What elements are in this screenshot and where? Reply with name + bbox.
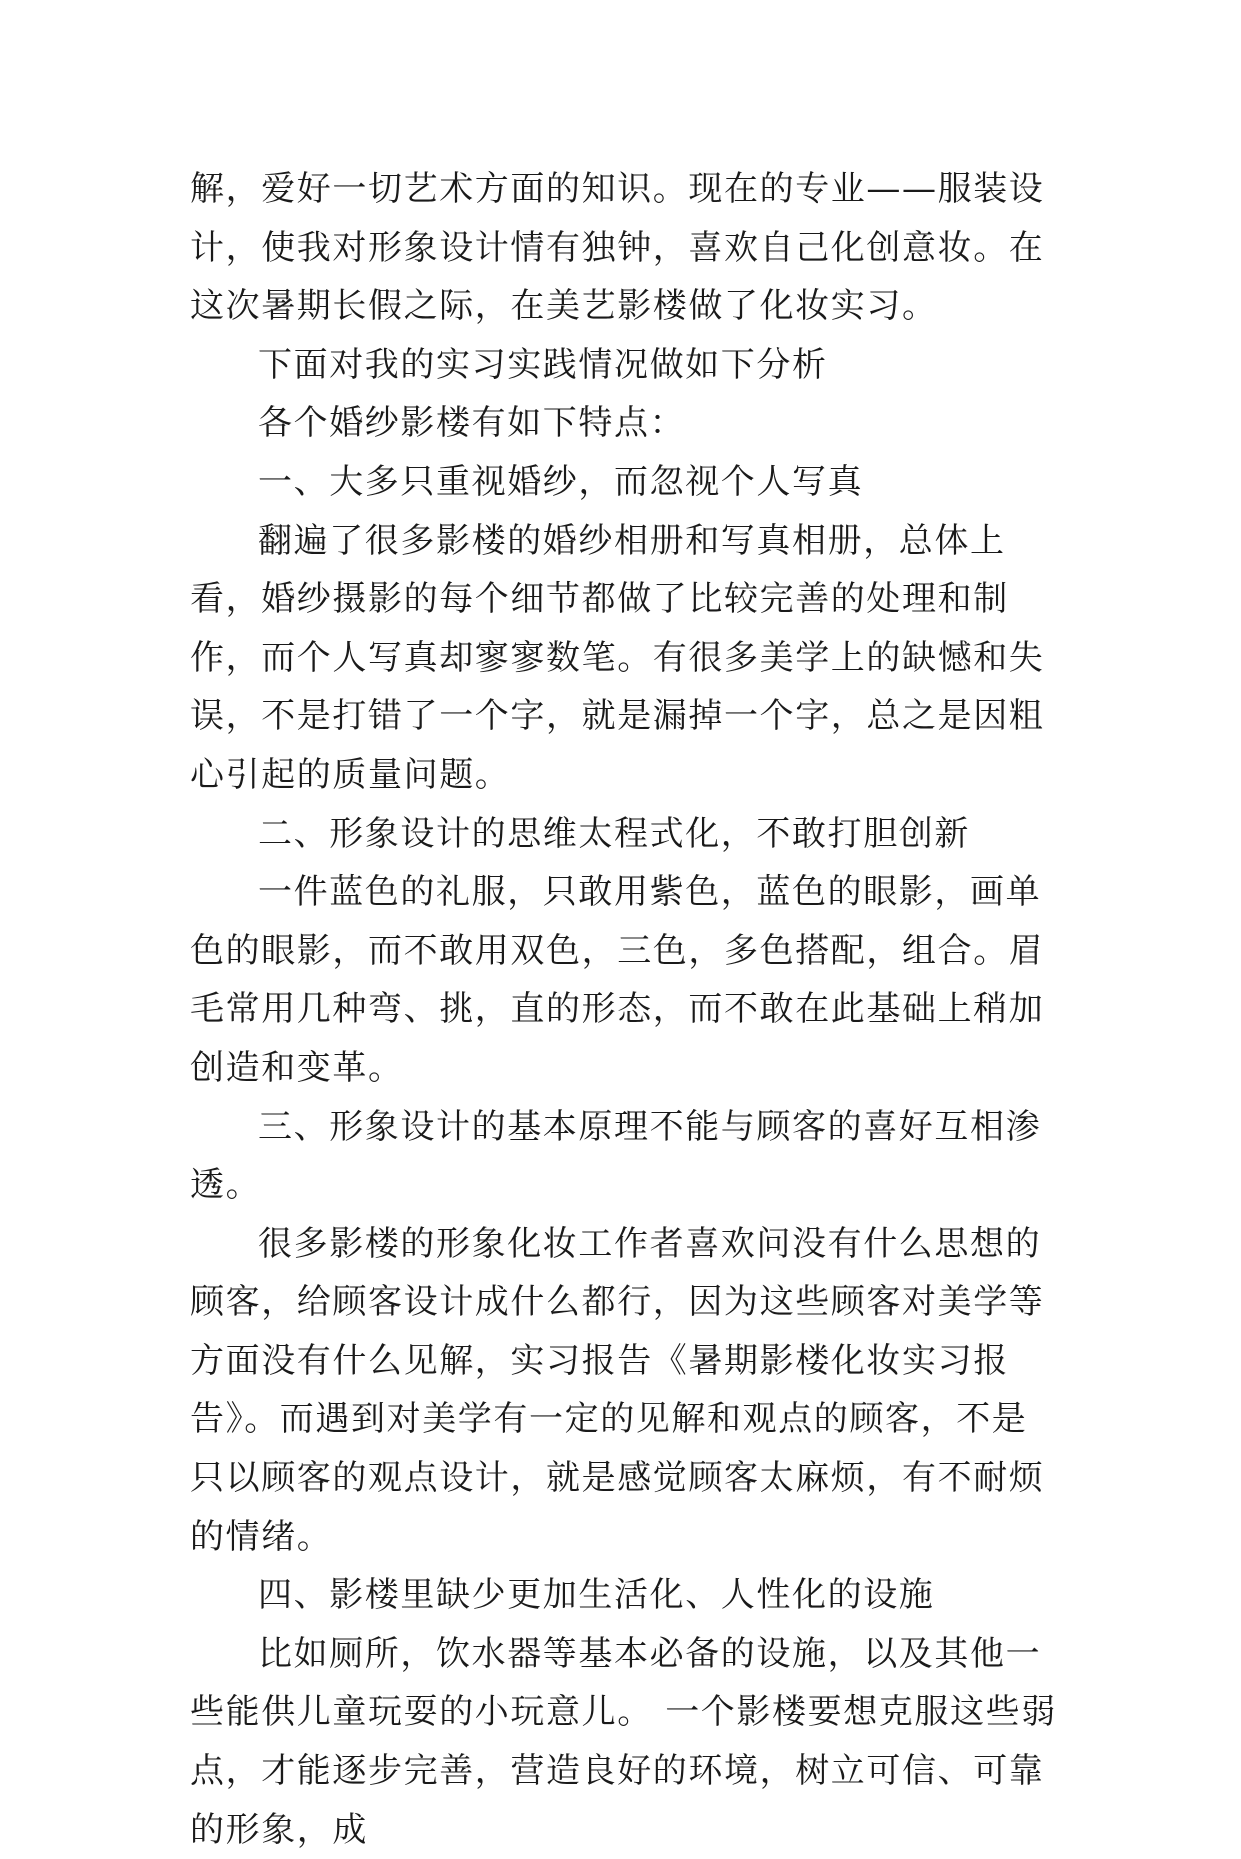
paragraph-4: 翻遍了很多影楼的婚纱相册和写真相册，总体上看，婚纱摄影的每个细节都做了比较完善的处理和制作，而个人写真却寥寥数笔。有很多美学上的缺憾和失误，不是打错了一个字，就是漏掉一个字，总之是因粗心引起的质量问题。 bbox=[190, 520, 1045, 795]
heading-3: 三、形象设计的基本原理不能与顾客的喜好互相渗透。 bbox=[190, 1106, 1042, 1206]
paragraph-6: 很多影楼的形象化妆工作者喜欢问没有什么思想的顾客，给顾客设计成什么都行，因为这些顾客对美学等方面没有什么见解，实习报告《暑期影楼化妆实习报告》。而遇到对美学有一定的见解和观点的顾客，不是只以顾客的观点设计，就是感觉顾客太麻烦，有不耐烦的情绪。 bbox=[190, 1223, 1045, 1557]
heading-2: 二、形象设计的思维太程式化，不敢打胆创新 bbox=[258, 813, 970, 854]
paragraph-2: 下面对我的实习实践情况做如下分析 bbox=[258, 344, 828, 385]
paragraph-5: 一件蓝色的礼服，只敢用紫色，蓝色的眼影，画单色的眼影，而不敢用双色，三色，多色搭配，组合。眉毛常用几种弯、挑，直的形态，而不敢在此基础上稍加创造和变革。 bbox=[190, 872, 1045, 1088]
heading-1: 一、大多只重视婚纱，而忽视个人写真 bbox=[258, 461, 864, 502]
paragraph-3: 各个婚纱影楼有如下特点： bbox=[258, 403, 686, 444]
paragraph-7: 比如厕所，饮水器等基本必备的设施，以及其他一些能供儿童玩耍的小玩意儿。 一个影楼要想克服这些弱点，才能逐步完善，营造良好的环境，树立可信、可靠的形象，成 bbox=[190, 1633, 1057, 1850]
body-text bbox=[190, 160, 1060, 1859]
heading-4: 四、影楼里缺少更加生活化、人性化的设施 bbox=[258, 1575, 935, 1616]
paragraph-1: 解，爱好一切艺术方面的知识。现在的专业——服装设计，使我对形象设计情有独钟，喜欢自己化创意妆。在这次暑期长假之际，在美艺影楼做了化妆实习。 bbox=[190, 169, 1045, 327]
